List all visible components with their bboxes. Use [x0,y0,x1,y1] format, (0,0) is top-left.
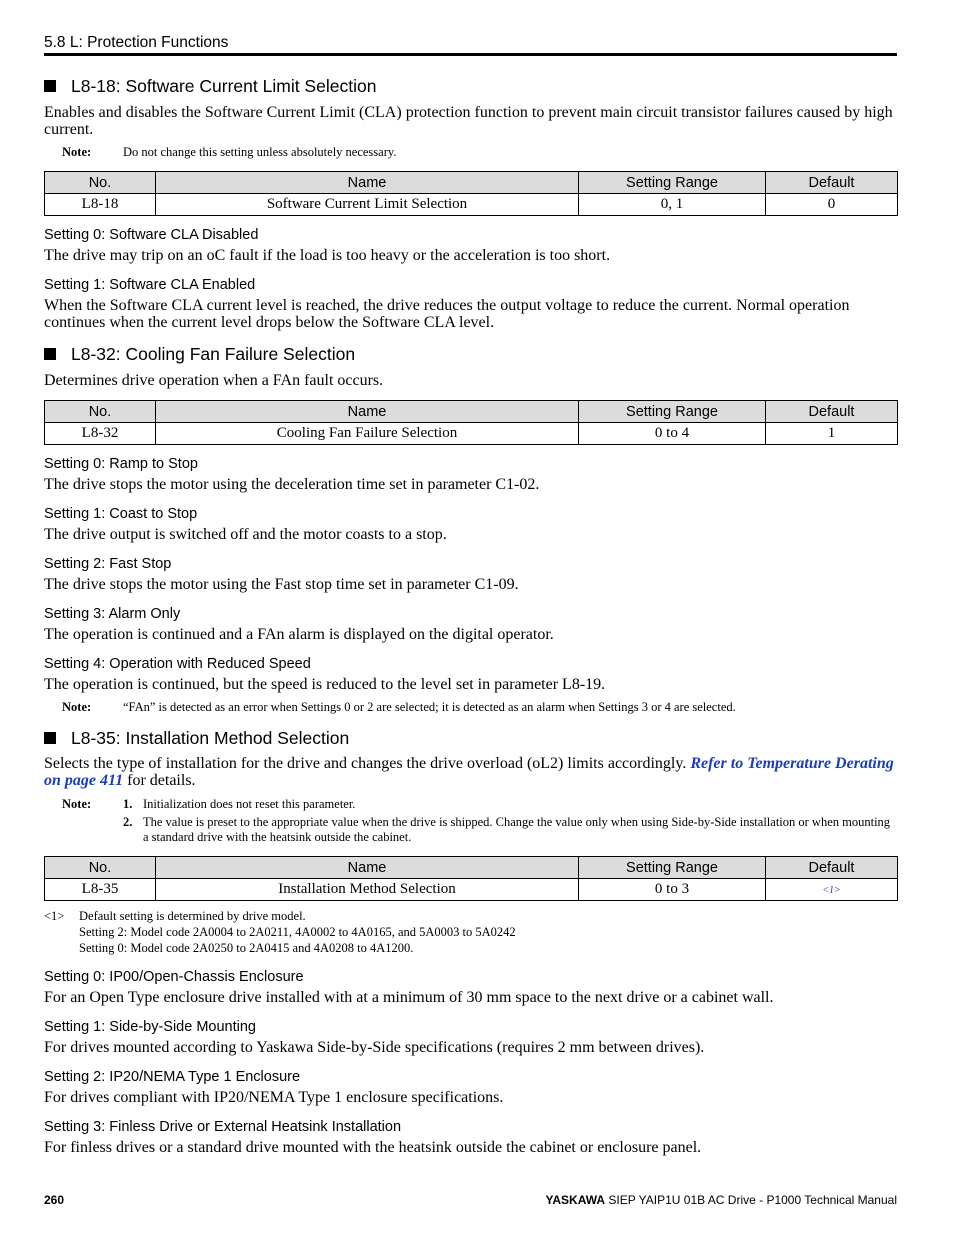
col-name: Name [156,172,579,194]
col-setting-range: Setting Range [579,172,766,194]
setting-text: When the Software CLA current level is reached, the drive reduces the output voltage to reduce the current. Normal operation continues when the current level drops below the Software CLA level. [44,297,850,331]
section-header: 5.8 L: Protection Functions [44,34,897,56]
l8-18-heading: L8-18: Software Current Limit Selection [44,75,897,97]
page-number: 260 [44,1193,65,1207]
setting-text: The operation is continued, but the speed is reduced to the level set in parameter L8-19. [44,676,606,693]
page-footer [44,1193,897,1207]
setting-title: Setting 3: Finless Drive or External Heatsink Installation [44,1119,402,1135]
l8-32-table [44,400,898,445]
setting-title: Setting 1: Side-by-Side Mounting [44,1019,256,1035]
bullet-square-icon [44,348,56,360]
setting-text: For drives mounted according to Yaskawa Side-by-Side specifications (requires 2 mm between drives). [44,1039,705,1056]
setting-title: Setting 2: IP20/NEMA Type 1 Enclosure [44,1069,301,1085]
manual-title: YASKAWA SIEP YAIP1U 01B AC Drive - P1000 Technical Manual [545,1193,897,1207]
l8-18-note: Note: Do not change this setting unless absolutely necessary. [62,145,397,159]
table-row: L8-35 Installation Method Selection 0 to 3 <1> [45,879,898,901]
setting-text: The drive stops the motor using the Fast stop time set in parameter C1-09. [44,576,519,593]
col-default: Default [766,401,898,423]
setting-title: Setting 4: Operation with Reduced Speed [44,656,311,672]
l8-18-intro: Enables and disables the Software Current Limit (CLA) protection function to prevent main circuit transistor failures caused by high current. [44,104,893,138]
manual-page [44,34,897,1156]
setting-title: Setting 0: IP00/Open-Chassis Enclosure [44,969,304,985]
setting-text: The drive may trip on an oC fault if the load is too heavy or the acceleration is too short. [44,247,611,264]
l8-32-intro: Determines drive operation when a FAn fault occurs. [44,372,384,389]
table-row: L8-32 Cooling Fan Failure Selection 0 to 4 1 [45,423,898,445]
l8-18-section [44,75,897,97]
l8-32-heading: L8-32: Cooling Fan Failure Selection [44,343,897,365]
temperature-derating-link[interactable]: Refer to Temperature Derating on page 411 [44,755,894,789]
col-name: Name [156,857,579,879]
setting-title: Setting 0: Ramp to Stop [44,456,198,472]
bullet-square-icon [44,80,56,92]
col-setting-range: Setting Range [579,857,766,879]
l8-35-note-2: 2. The value is preset to the appropriate value when the drive is shipped. Change the value only when using Side-by-Side installation or when mounting a standard drive with the heatsink outside the cabinet. [123,815,891,844]
l8-32-section [44,343,897,365]
l8-35-table [44,856,898,901]
footnote: <1> Default setting is determined by drive model. Setting 2: Model code 2A0004 to 2A0211, 4A0002 to 4A0165, and 5A0003 to 5A0242 Setting 0: Model code 2A0250 to 2A0415 and 4A0208 to 4A1200. [44,909,516,955]
setting-title: Setting 3: Alarm Only [44,606,181,622]
setting-text: For an Open Type enclosure drive installed with at a minimum of 30 mm space to the next drive or a cabinet wall. [44,989,774,1006]
setting-text: The drive stops the motor using the deceleration time set in parameter C1-02. [44,476,540,493]
setting-text: For finless drives or a standard drive mounted with the heatsink outside the cabinet or enclosure panel. [44,1139,702,1156]
col-no: No. [45,857,156,879]
col-name: Name [156,401,579,423]
l8-35-intro: Selects the type of installation for the drive and changes the drive overload (oL2) limits accordingly. Refer to Temperature Derating on page 411 for details. [44,755,894,789]
setting-title: Setting 1: Coast to Stop [44,506,198,522]
setting-text: The operation is continued and a FAn alarm is displayed on the digital operator. [44,626,554,643]
table-row: L8-18 Software Current Limit Selection 0, 1 0 [45,194,898,216]
footnote-link[interactable]: <1> [822,885,841,896]
l8-32-note: Note: “FAn” is detected as an error when Settings 0 or 2 are selected; it is detected as an alarm when Settings 3 or 4 are selected. [62,700,736,714]
l8-35-section [44,727,897,749]
col-default: Default [766,172,898,194]
col-no: No. [45,401,156,423]
l8-35-heading: L8-35: Installation Method Selection [44,727,897,749]
col-no: No. [45,172,156,194]
col-setting-range: Setting Range [579,401,766,423]
bullet-square-icon [44,732,56,744]
col-default: Default [766,857,898,879]
l8-35-note-1: Note: 1. Initialization does not reset this parameter. [62,797,356,811]
l8-18-table [44,171,898,216]
setting-title: Setting 2: Fast Stop [44,556,172,572]
setting-title: Setting 1: Software CLA Enabled [44,277,256,293]
setting-title: Setting 0: Software CLA Disabled [44,227,259,243]
setting-text: The drive output is switched off and the motor coasts to a stop. [44,526,447,543]
setting-text: For drives compliant with IP20/NEMA Type 1 enclosure specifications. [44,1089,504,1106]
